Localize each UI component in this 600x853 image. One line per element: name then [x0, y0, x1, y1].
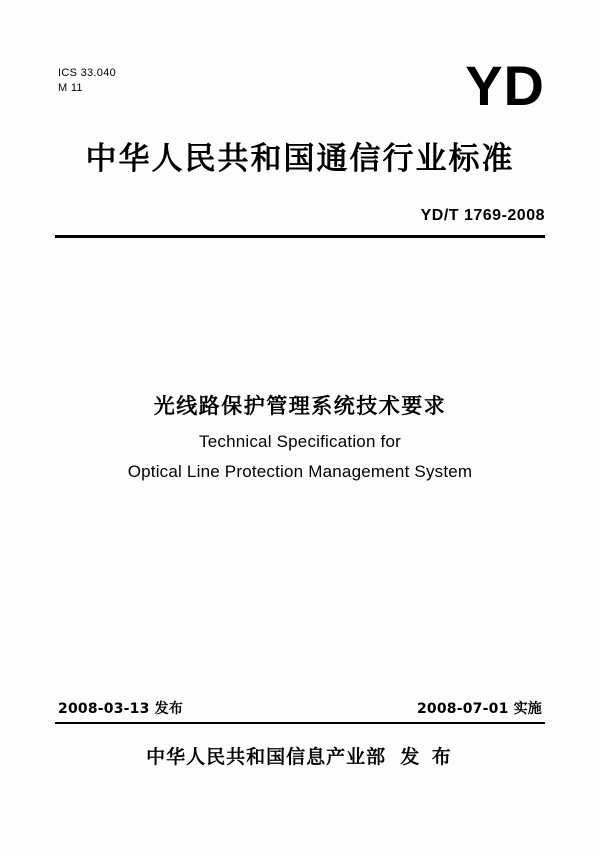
- yd-logo: YD: [465, 54, 545, 117]
- implementation-date: 2008-07-01 实施: [416, 701, 542, 717]
- standard-number: YD/T 1769-2008: [420, 207, 545, 224]
- document-title-en-line1: Technical Specification for: [199, 432, 401, 451]
- publisher-line: [0, 742, 600, 769]
- footer-divider: [55, 722, 545, 724]
- ics-block: [58, 66, 116, 96]
- publisher-suffix: 发 布: [400, 746, 454, 768]
- ics-code: ICS 33.040: [58, 67, 117, 79]
- classification-code: M 11: [58, 82, 83, 94]
- standard-title-cn: 中华人民共和国通信行业标准: [85, 141, 515, 177]
- publisher-name: 中华人民共和国信息产业部: [146, 746, 387, 768]
- header-divider: [55, 235, 545, 238]
- issue-date: 2008-03-13 发布: [58, 701, 184, 717]
- document-title-en-line2: Optical Line Protection Management System: [127, 462, 473, 481]
- document-title-cn: 光线路保护管理系统技术要求: [153, 394, 447, 418]
